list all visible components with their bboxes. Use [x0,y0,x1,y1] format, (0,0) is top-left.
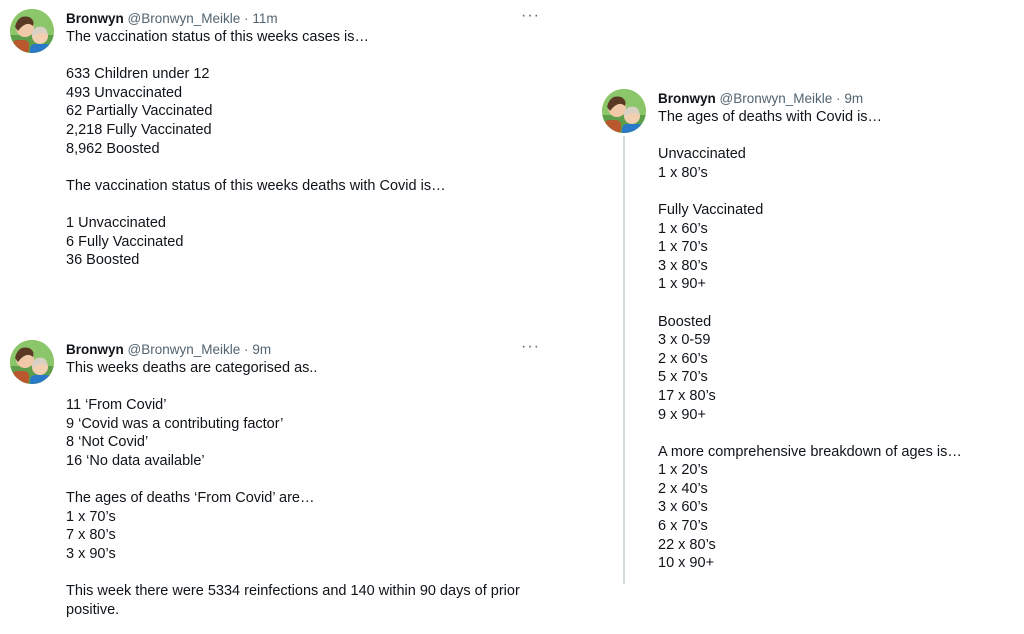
tweet-text-line: 11 ‘From Covid’ [66,397,167,414]
tweet-text-line: 1 x 70’s [66,508,116,525]
tweet-header [66,341,520,359]
tweet-text-line: 1 x 90+ [658,276,706,293]
display-name[interactable]: Bronwyn [658,91,716,106]
tweet-text-line [66,378,520,397]
tweet-text-line: The vaccination status of this weeks deaths with Covid is… [66,177,446,194]
tweet-text-line: 62 Partially Vaccinated [66,103,213,120]
tweet-text-line: 17 x 80’s [658,387,716,404]
tweet-text-line: 8,962 Boosted [66,140,160,157]
tweet-text-line: 6 x 70’s [658,518,708,535]
tweet-text-line [658,127,962,146]
tweet-text-line: 9 ‘Covid was a contributing factor’ [66,415,284,432]
tweet-text-line: The vaccination status of this weeks cases is… [66,29,370,45]
tweet-text-line: This weeks deaths are categorised as.. [66,360,318,376]
tweet-text-line: Boosted [658,313,712,330]
tweet-text-line: 1 x 60’s [658,220,708,237]
tweet-text-line: The ages of deaths with Covid is… [658,109,883,125]
separator-dot: · [244,342,249,357]
tweet-text-line: 2 x 40’s [658,480,708,497]
tweet-text-line: 16 ‘No data available’ [66,452,205,469]
tweet-text-line: 1 x 80’s [658,164,708,181]
tweet-text-line: 1 x 70’s [658,239,708,256]
tweet-text-line: 9 x 90+ [658,406,706,423]
avatar-photo [10,9,54,53]
tweet-text-line [66,47,446,66]
tweet-body [66,7,540,270]
tweet-text-line: The ages of deaths ‘From Covid’ are… [66,490,315,507]
tweet-text-line [66,564,520,583]
avatar[interactable] [10,9,54,53]
separator-dot: · [836,91,841,106]
timestamp[interactable]: 9m [844,91,864,106]
tweet-text-line: This week there were 5334 reinfections and 140 within 90 days of prior [66,583,520,600]
tweet-text-line: 3 x 80’s [658,257,708,274]
tweet-text-line [66,471,520,490]
tweet-text-line: 7 x 80’s [66,527,116,544]
tweet-text-line: 36 Boosted [66,252,140,269]
tweet-text-line: 8 ‘Not Covid’ [66,434,149,451]
tweet-text-line: 5 x 70’s [658,369,708,386]
tweet-body [658,89,962,573]
more-options-icon[interactable]: ··· [521,338,540,355]
tweet-card[interactable] [10,7,540,270]
user-handle[interactable]: @Bronwyn_Meikle [719,91,833,106]
tweet-text-line [66,158,446,177]
tweet-text-line: 493 Unvaccinated [66,84,183,101]
tweet-text-line: 3 x 0-59 [658,332,711,349]
tweet-text-line: Unvaccinated [658,146,746,163]
avatar-photo [10,340,54,384]
user-handle[interactable]: @Bronwyn_Meikle [127,342,241,357]
tweet-text [658,108,962,573]
tweet-text-line: 1 Unvaccinated [66,214,166,231]
timestamp[interactable]: 9m [252,342,272,357]
timestamp[interactable]: 11m [252,11,278,26]
avatar[interactable] [602,89,646,133]
tweet-card[interactable] [10,338,540,619]
tweet-text-line: 22 x 80’s [658,536,716,553]
tweet-text [66,359,520,619]
tweet-header [66,10,446,28]
tweet-text-line: 10 x 90+ [658,555,715,572]
tweet-text-line: 2,218 Fully Vaccinated [66,121,212,138]
tweet-text-line [658,424,962,443]
tweet-body [66,338,540,619]
tweet-card[interactable] [602,89,962,573]
separator-dot: · [244,11,249,26]
tweet-text-line: 3 x 60’s [658,499,708,516]
tweet-text-line: 6 Fully Vaccinated [66,233,184,250]
tweet-text-line [658,294,962,313]
display-name[interactable]: Bronwyn [66,342,124,357]
tweet-text-line [66,195,446,214]
tweet-text-line: 633 Children under 12 [66,66,210,83]
avatar[interactable] [10,340,54,384]
display-name[interactable]: Bronwyn [66,11,124,26]
tweet-text-line: A more comprehensive breakdown of ages is… [658,443,962,460]
tweet-text-line: 1 x 20’s [658,462,708,479]
avatar-photo [602,89,646,133]
more-options-icon[interactable]: ··· [521,7,540,24]
tweet-text-line [658,182,962,201]
tweet-text [66,28,446,270]
tweet-text-line: Fully Vaccinated [658,201,764,218]
user-handle[interactable]: @Bronwyn_Meikle [127,11,241,26]
tweet-text-line: 3 x 90’s [66,545,116,562]
tweet-text-line: positive. [66,601,120,618]
tweet-header [658,90,962,108]
tweet-text-line: 2 x 60’s [658,350,708,367]
